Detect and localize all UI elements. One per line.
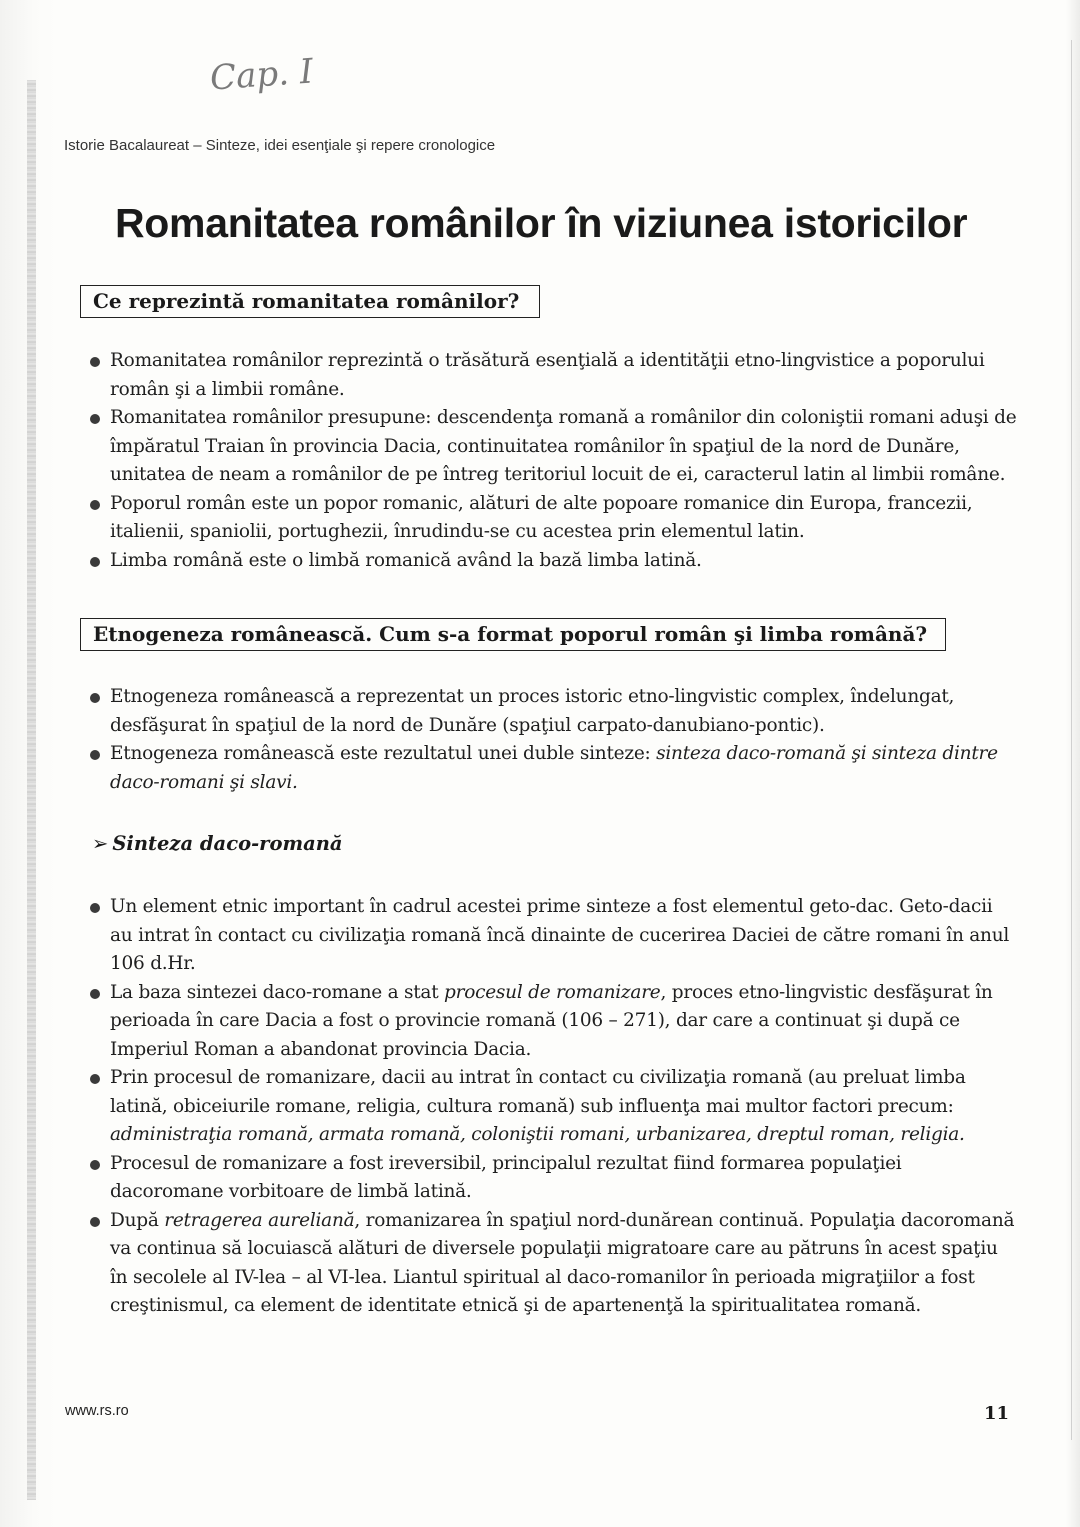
bullet-text: Un element etnic important în cadrul acestei prime sinteze a fost elementul geto-dac. Geto-dacii au intrat în contact cu civilizaţia romană încă dinainte de cucerirea Daciei de către romani în anul 106 d.Hr.: [110, 896, 1010, 974]
bullet-text: Limba română este o limbă romanică având la bază limba latină.: [110, 549, 702, 571]
bullet-text: Romanitatea românilor reprezintă o trăsătură esenţială a identităţii etno-lingvistice a poporului român şi a limbii române.: [110, 350, 985, 400]
bullet-text-italic: administraţia romană, armata romană, coloniştii romani, urbanizarea, dreptul roman, religia.: [110, 1124, 965, 1145]
bullet-text-italic: sinteza daco-romană şi sinteza dintre daco-romani şi slavi.: [110, 743, 998, 793]
subsection-heading: [92, 832, 343, 855]
bullet-text: La baza sintezei daco-romane a stat: [110, 981, 445, 1003]
list-item: [90, 1207, 1020, 1321]
list-item: [90, 404, 1020, 490]
bullet-text: Prin procesul de romanizare, dacii au intrat în contact cu civilizaţia romană (au preluat limba latină, obiceiurile romane, religia, cultura romană) sub influenţa mai multor factori precum:: [110, 1067, 966, 1117]
list-item: [90, 893, 1020, 979]
bullet-text-italic: retragerea aureliană: [164, 1209, 355, 1231]
bullet-icon: [90, 750, 100, 760]
bullet-text: , proces etno-lingvistic desfăşurat în perioada în care Dacia a fost o provincie romană (106 – 271), dar care a continuat şi după ce Imperiul Roman a abandonat provincia Dacia.: [110, 981, 993, 1060]
section-heading-etnogeneza: Etnogeneza românească. Cum s-a format poporul român şi limba română?: [80, 618, 946, 651]
bullet-list-sinteza: [90, 893, 1020, 1321]
bullet-icon: [90, 903, 100, 913]
arrow-icon: ➢: [92, 832, 109, 855]
handwritten-note: Cap. I: [208, 51, 315, 99]
bullet-icon: [90, 557, 100, 567]
bullet-icon: [90, 414, 100, 424]
page-title: Romanitatea românilor în viziunea istoricilor: [115, 200, 968, 246]
bullet-text: Etnogeneza românească a reprezentat un proces istoric etno-lingvistic complex, îndelungat, desfăşurat în spaţiul de la nord de Dunăre (spaţiul carpato-danubiano-pontic).: [110, 686, 955, 736]
list-item: [90, 490, 1020, 547]
bullet-list-etnogeneza: [90, 683, 1020, 797]
bullet-list-romanitate: [90, 347, 1020, 575]
bullet-icon: [90, 357, 100, 367]
list-item: [90, 347, 1020, 404]
list-item: [90, 1064, 1020, 1150]
bullet-icon: [90, 1074, 100, 1084]
list-item: [90, 979, 1020, 1065]
subsection-title: Sinteza daco-romană: [112, 832, 343, 855]
scan-right-edge: [1066, 0, 1080, 1527]
bullet-icon: [90, 1160, 100, 1170]
list-item: [90, 1150, 1020, 1207]
list-item: [90, 740, 1020, 797]
scan-binding-stripe: [27, 80, 36, 1500]
bullet-text: Etnogeneza românească este rezultatul unei duble sinteze:: [110, 743, 657, 764]
bullet-text: Romanitatea românilor presupune: descendenţa romană a românilor din coloniştii romani aduşi de împăratul Traian în provincia Dacia, continuitatea românilor în spaţiul de la nord de Dunăre, unitatea de neam a românilor de pe întreg teritoriul locuit de ei, caracterul latin al limbii române.: [110, 407, 1017, 485]
bullet-text: După: [110, 1209, 165, 1231]
bullet-text-italic: procesul de romanizare: [444, 981, 661, 1003]
bullet-text: , romanizarea în spaţiul nord-dunărean continuă. Populaţia dacoromană va continua să locuiască alături de diversele populaţii migratoare care au pătruns în acest spaţiu în secolele al IV-lea – al VI-lea. Liantul spiritual al daco-romanilor în perioada migraţiilor a fost creştinismul, ca element de identitate etnică şi de apartenenţă la spiritualitatea romană.: [110, 1209, 1015, 1316]
page-number: 11: [984, 1403, 1010, 1424]
bullet-icon: [90, 500, 100, 510]
bullet-text: Poporul român este un popor romanic, alături de alte popoare romanice din Europa, francezii, italienii, spaniolii, portughezii, înrudindu-se cu acestea prin elementul latin.: [110, 492, 973, 542]
book-header: Istorie Bacalaureat – Sinteze, idei esenţiale şi repere cronologice: [64, 137, 496, 154]
bullet-text: Procesul de romanizare a fost ireversibil, principalul rezultat fiind formarea populaţiei dacoromane vorbitoare de limbă latină.: [110, 1152, 902, 1202]
section-heading-romanitate: Ce reprezintă romanitatea românilor?: [80, 285, 540, 318]
bullet-icon: [90, 1217, 100, 1227]
list-item: [90, 683, 1020, 740]
bullet-icon: [90, 989, 100, 999]
scan-right-line: [1071, 40, 1072, 1440]
bullet-icon: [90, 693, 100, 703]
footer-website: www.rs.ro: [65, 1403, 129, 1419]
list-item: [90, 547, 1020, 576]
